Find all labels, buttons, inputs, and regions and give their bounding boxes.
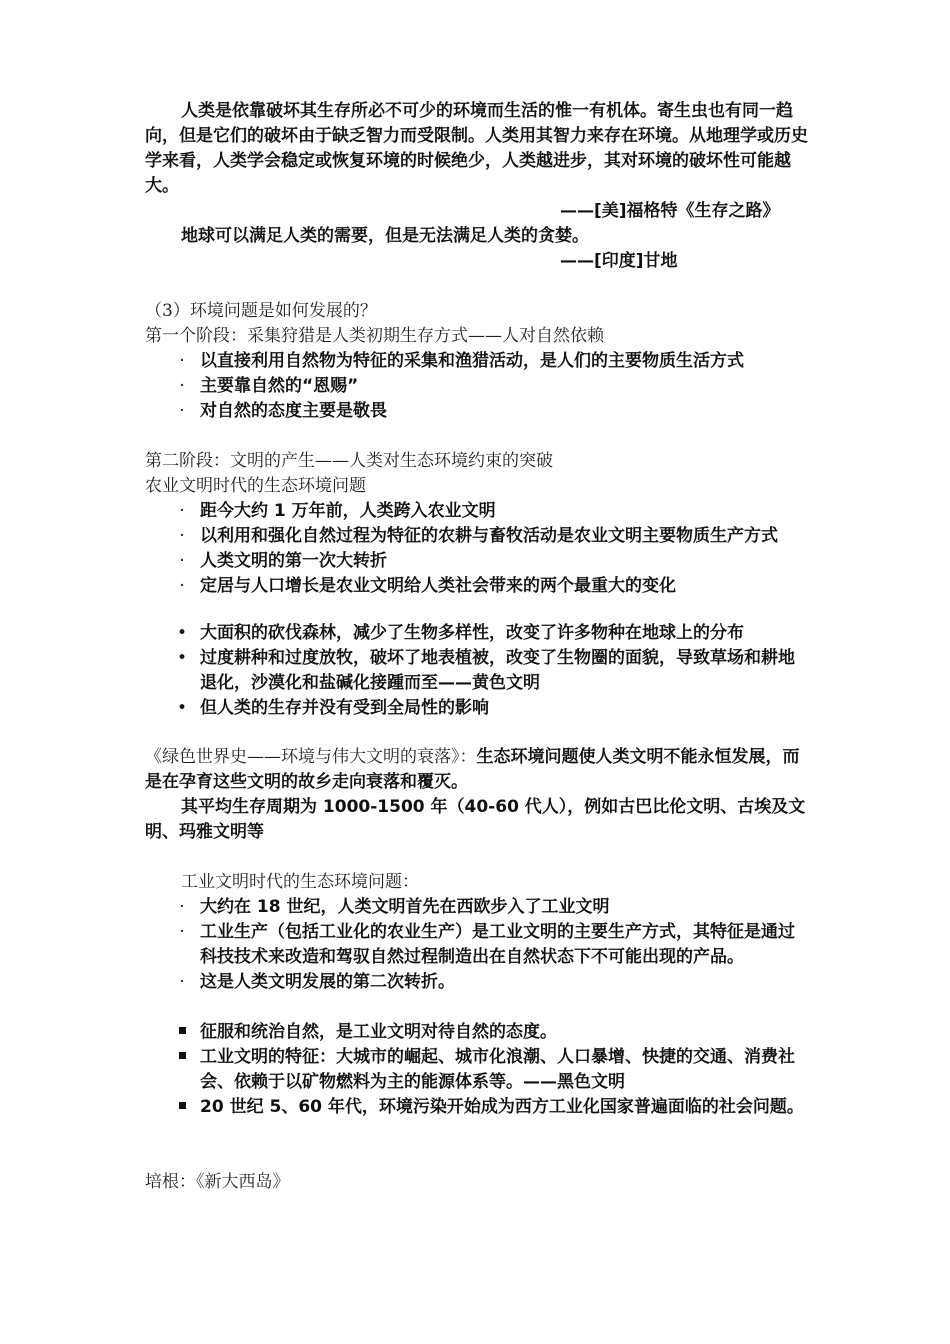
footer-reference: 培根：《新大西岛》 <box>145 1172 290 1192</box>
quote-gandhi-attribution: ——[印度]甘地 <box>560 251 678 271</box>
stage2-subtitle: 农业文明时代的生态环境问题 <box>145 476 366 496</box>
quote-fogt-attribution: ——[美]福格特《生存之路》 <box>560 201 780 221</box>
bullet-marker: · <box>179 897 185 917</box>
bullet-marker: · <box>179 972 185 992</box>
square-bullet-icon <box>179 1052 186 1059</box>
bullet-marker: · <box>179 501 185 521</box>
book-quote-text: 生态环境问题使人类文明不能永恒发展，而是在孕育这些文明的故乡走向衰落和覆灭。 <box>145 747 800 792</box>
book-quote <box>145 745 810 795</box>
industrial-title: 工业文明时代的生态环境问题： <box>181 872 419 892</box>
stage2-title: 第二阶段：文明的产生——人类对生态环境约束的突破 <box>145 451 553 471</box>
quote-gandhi: 地球可以满足人类的需要，但是无法满足人类的贪婪。 <box>181 226 589 246</box>
lifespan-text: 其平均生存周期为 1000-1500 年（40-60 代人），例如古巴比伦文明、古埃及文明、玛雅文明等 <box>145 797 806 842</box>
list-item: · 对自然的态度主要是敬畏 <box>145 399 810 424</box>
bullet-marker: · <box>179 401 185 421</box>
list-item: • 大面积的砍伐森林，减少了生物多样性，改变了许多物种在地球上的分布 <box>145 621 810 646</box>
bullet-marker: · <box>179 526 185 546</box>
list-item: · 以直接利用自然物为特征的采集和渔猎活动，是人们的主要物质生活方式 <box>145 349 810 374</box>
quote-fogt: 人类是依靠破坏其生存所必不可少的环境而生活的惟一有机体。寄生虫也有同一趋向，但是它们的破坏由于缺乏智力而受限制。人类用其智力来存在环境。从地理学或历史学来看，人类学会稳定或恢复环境的时候绝少，人类越进步，其对环境的破坏性可能越大。 <box>145 101 808 196</box>
list-item: · 主要靠自然的“恩赐” <box>145 374 810 399</box>
list-item: • 但人类的生存并没有受到全局性的影响 <box>145 696 810 721</box>
section-heading: （3）环境问题是如何发展的？ <box>145 301 377 321</box>
list-item: · 定居与人口增长是农业文明给人类社会带来的两个最重大的变化 <box>145 574 810 599</box>
list-item: · 以利用和强化自然过程为特征的农耕与畜牧活动是农业文明主要物质生产方式 <box>145 524 810 549</box>
bullet-marker: · <box>179 351 185 371</box>
bullet-marker: • <box>176 698 188 718</box>
bullet-marker: · <box>179 576 185 596</box>
bullet-marker: • <box>176 648 188 668</box>
list-item: 征服和统治自然，是工业文明对待自然的态度。 <box>145 1020 810 1045</box>
industrial-list-b <box>145 1020 810 1120</box>
list-item: · 距今大约 1 万年前，人类跨入农业文明 <box>145 499 810 524</box>
stage1-title: 第一个阶段：采集狩猎是人类初期生存方式——人对自然依赖 <box>145 326 604 346</box>
bullet-marker: · <box>179 922 185 942</box>
list-item: · 人类文明的第一次大转折 <box>145 549 810 574</box>
agri-list-b <box>145 621 810 721</box>
list-item: · 这是人类文明发展的第二次转折。 <box>145 970 810 995</box>
industrial-list-a <box>145 895 810 995</box>
list-item: · 工业生产（包括工业化的农业生产）是工业文明的主要生产方式，其特征是通过科技技术来改造和驾驭自然过程制造出在自然状态下不可能出现的产品。 <box>145 920 810 970</box>
agri-list-a <box>145 499 810 599</box>
book-title: 《绿色世界史——环境与伟大文明的衰落》： <box>145 747 477 767</box>
list-item: 工业文明的特征：大城市的崛起、城市化浪潮、人口暴增、快捷的交通、消费社会、依赖于以矿物燃料为主的能源体系等。——黑色文明 <box>145 1045 810 1095</box>
stage1-list <box>145 349 810 424</box>
list-item: · 大约在 18 世纪，人类文明首先在西欧步入了工业文明 <box>145 895 810 920</box>
bullet-marker: · <box>179 551 185 571</box>
square-bullet-icon <box>179 1102 186 1109</box>
bullet-marker: · <box>179 376 185 396</box>
list-item: • 过度耕种和过度放牧，破坏了地表植被，改变了生物圈的面貌，导致草场和耕地退化，沙漠化和盐碱化接踵而至——黄色文明 <box>145 646 810 696</box>
list-item: 20 世纪 5、60 年代，环境污染开始成为西方工业化国家普遍面临的社会问题。 <box>145 1095 810 1120</box>
bullet-marker: • <box>176 623 188 643</box>
square-bullet-icon <box>179 1027 186 1034</box>
